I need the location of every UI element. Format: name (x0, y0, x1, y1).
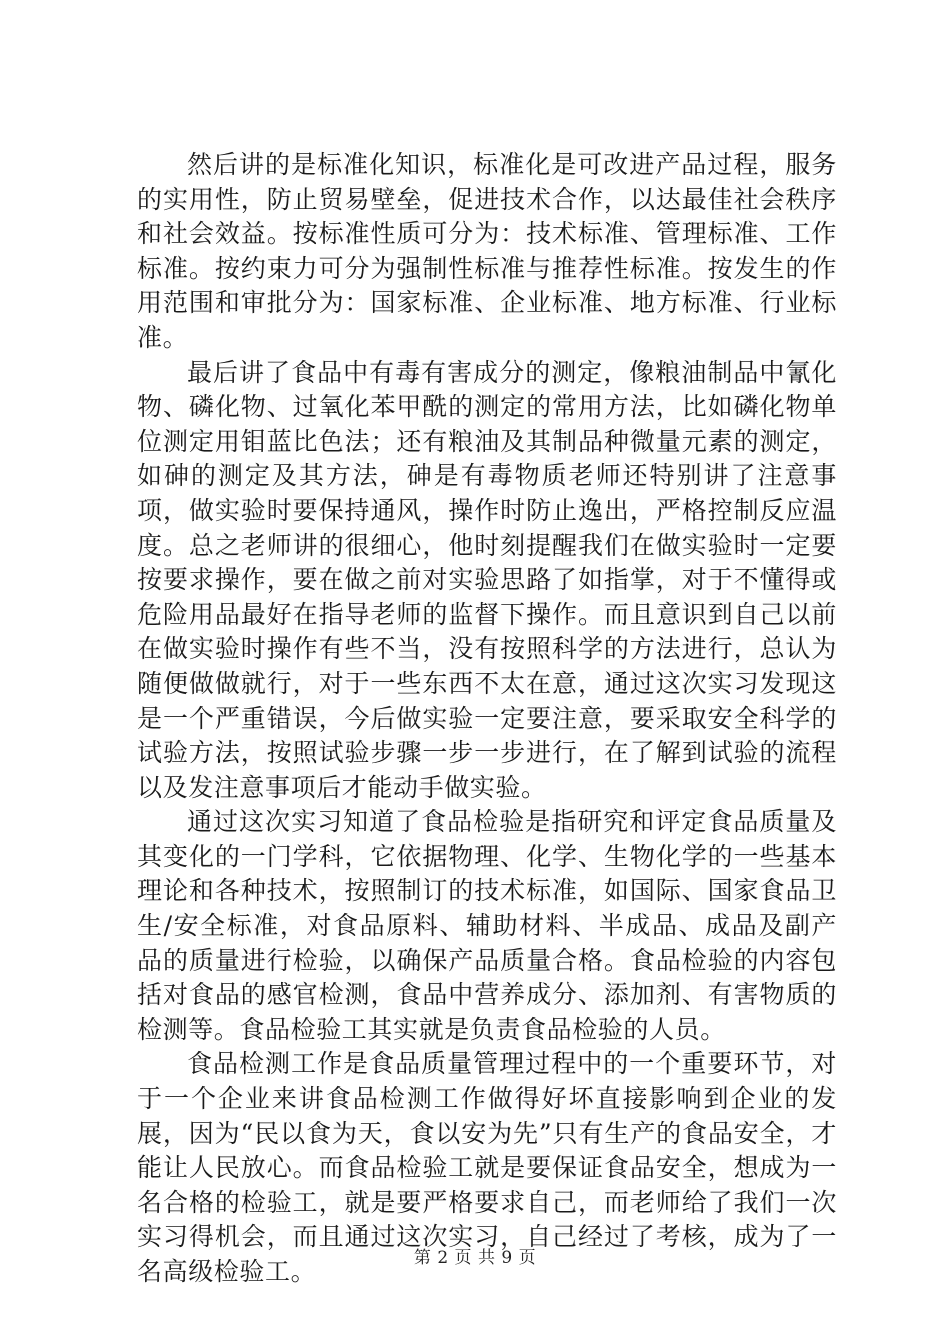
paragraph-inspection-work: 食品检测工作是食品质量管理过程中的一个重要环节，对于一个企业来讲食品检测工作做得好坏直接影响到企业的发展，因为“民以食为天，食以安为先”只有生产的食品安全，才能让人民放心。而食品检验工就是要保证食品安全，想成为一名合格的检验工，就是要严格要求自己，而老师给了我们一次实习得机会，而且通过这次实习，自己经过了考核，成为了一名高级检验工。 (137, 1049, 837, 1286)
paragraph-toxic-substances: 最后讲了食品中有毒有害成分的测定，像粮油制品中氰化物、磷化物、过氧化苯甲酰的测定的常用方法，比如磷化物单位测定用钼蓝比色法；还有粮油及其制品种微量元素的测定，如砷的测定及其方法，砷是有毒物质老师还特别讲了注意事项，做实验时要保持通风，操作时防止逸出，严格控制反应温度。总之老师讲的很细心，他时刻提醒我们在做实验时一定要按要求操作，要在做之前对实验思路了如指掌，对于不懂得或危险用品最好在指导老师的监督下操作。而且意识到自己以前在做实验时操作有些不当，没有按照科学的方法进行，总认为随便做做就行，对于一些东西不太在意，通过这次实习发现这是一个严重错误，今后做实验一定要注意，要采取安全科学的试验方法，按照试验步骤一步一步进行，在了解到试验的流程以及发注意事项后才能动手做实验。 (137, 357, 837, 802)
paragraph-food-inspection: 通过这次实习知道了食品检验是指研究和评定食品质量及其变化的一门学科，它依据物理、化学、生物化学的一些基本理论和各种技术，按照制订的技术标准，如国际、国家食品卫生/安全标准，对食品原料、辅助材料、半成品、成品及副产品的质量进行检验，以确保产品质量合格。食品检验的内容包括对食品的感官检测，食品中营养成分、添加剂、有害物质的检测等。食品检验工其实就是负责食品检验的人员。 (137, 807, 837, 1044)
page-number-footer: 第 2 页 共 9 页 (413, 1248, 537, 1268)
document-body (137, 148, 837, 1290)
paragraph-standardization: 然后讲的是标准化知识，标准化是可改进产品过程，服务的实用性，防止贸易壁垒，促进技术合作，以达最佳社会秩序和社会效益。按标准性质可分为：技术标准、管理标准、工作标准。按约束力可分为强制性标准与推荐性标准。按发生的作用范围和审批分为：国家标准、企业标准、地方标准、行业标准。 (137, 150, 837, 352)
